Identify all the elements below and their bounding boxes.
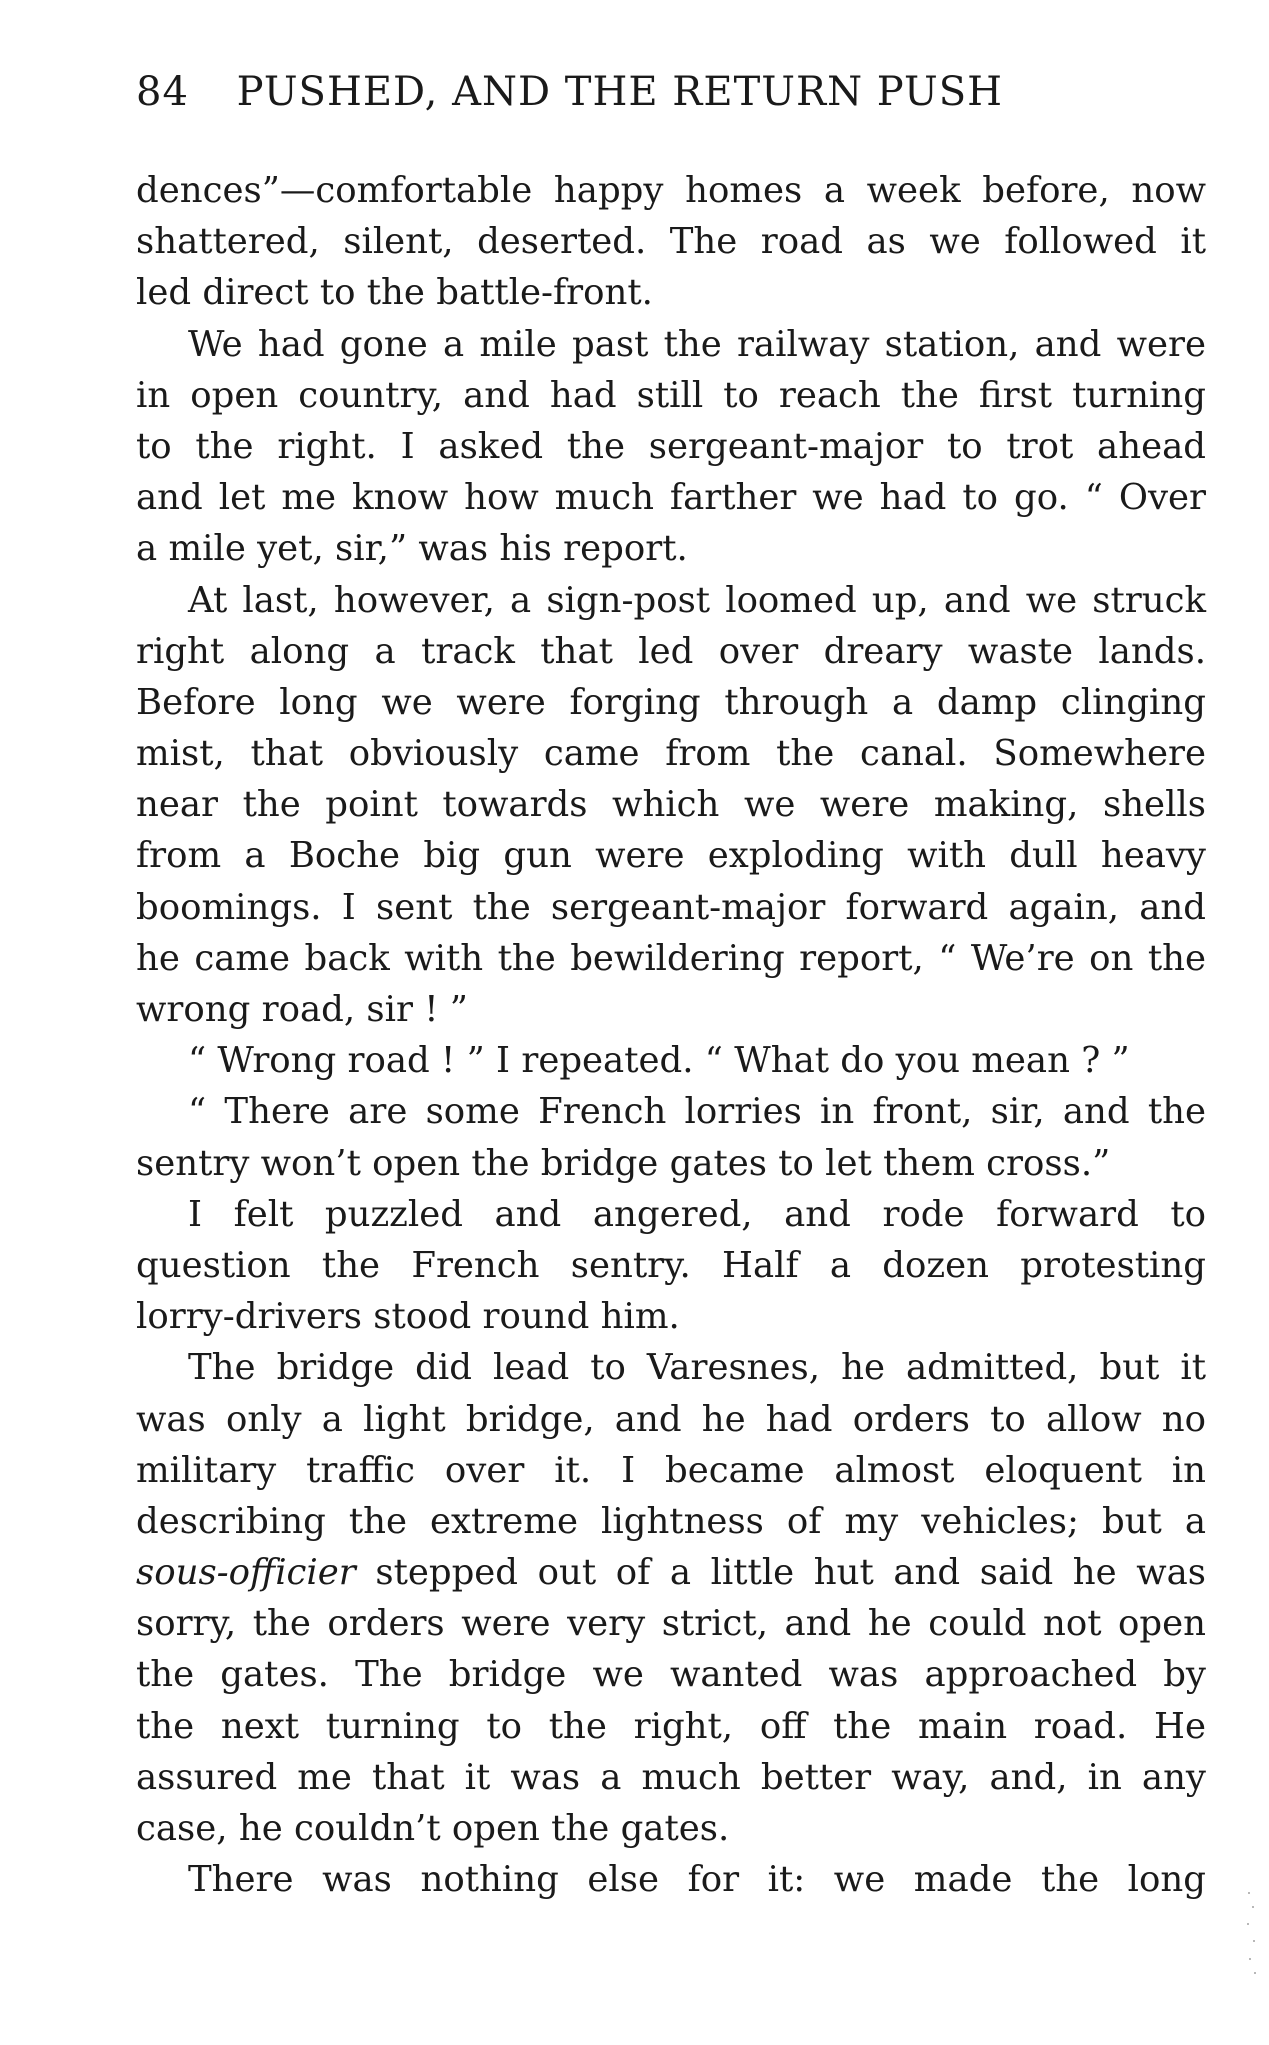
text-line: led direct to the battle-front. bbox=[136, 272, 653, 314]
page-header bbox=[136, 62, 1206, 122]
scan-specks bbox=[1245, 1888, 1257, 1978]
text-line: mist, that obviously came from the canal. Somewhere bbox=[136, 733, 1206, 775]
line-remainder: stepped out of a little hut and said he was bbox=[355, 1552, 1206, 1594]
text-line: question the French sentry. Half a dozen protesting bbox=[136, 1244, 1206, 1286]
text-line: near the point towards which we were making, shells bbox=[136, 784, 1206, 826]
speck bbox=[1252, 1906, 1254, 1908]
text-line: lorry-drivers stood round him. bbox=[136, 1296, 680, 1338]
speck bbox=[1249, 1958, 1251, 1960]
speck bbox=[1254, 1972, 1256, 1974]
text-line: and let me know how much farther we had to go. “ Over bbox=[136, 477, 1206, 519]
text-line: shattered, silent, deserted. The road as we followed it bbox=[136, 221, 1206, 263]
text-line: the next turning to the right, off the main road. He bbox=[136, 1705, 1206, 1747]
text-line: “ There are some French lorries in front, sir, and the bbox=[188, 1091, 1206, 1133]
text-line: he came back with the bewildering report, “ We’re on the bbox=[136, 937, 1206, 979]
speck bbox=[1253, 1940, 1255, 1942]
text-line: boomings. I sent the sergeant-major forward again, and bbox=[136, 886, 1206, 928]
page-number: 84 bbox=[136, 69, 189, 115]
text-line: describing the extreme lightness of my vehicles; but a bbox=[136, 1500, 1206, 1542]
text-line: The bridge did lead to Varesnes, he admitted, but it bbox=[188, 1347, 1206, 1389]
text-line: I felt puzzled and angered, and rode forward to bbox=[188, 1193, 1206, 1235]
text-line: sorry, the orders were very strict, and he could not open bbox=[136, 1603, 1206, 1645]
text-line-italic-phrase bbox=[136, 1547, 1206, 1598]
text-line: the gates. The bridge we wanted was approached by bbox=[136, 1654, 1206, 1696]
text-line: assured me that it was a much better way, and, in any bbox=[136, 1756, 1206, 1798]
text-line: a mile yet, sir,” was his report. bbox=[136, 528, 688, 570]
text-line: dences”—comfortable happy homes a week before, now bbox=[136, 170, 1206, 211]
text-line: from a Boche big gun were exploding with dull heavy bbox=[136, 835, 1206, 877]
running-title: PUSHED, AND THE RETURN PUSH bbox=[236, 69, 1003, 115]
speck bbox=[1247, 1923, 1249, 1925]
speck bbox=[1248, 1892, 1250, 1894]
text-line: At last, however, a sign-post loomed up, and we struck bbox=[188, 579, 1206, 621]
text-line: case, he couldn’t open the gates. bbox=[136, 1808, 730, 1849]
text-line: was only a light bridge, and he had orders to allow no bbox=[136, 1398, 1206, 1440]
text-line: in open country, and had still to reach the first turning bbox=[136, 374, 1206, 416]
text-line: military traffic over it. I became almost eloquent in bbox=[136, 1449, 1206, 1491]
text-line: sentry won’t open the bridge gates to let them cross.” bbox=[136, 1142, 1111, 1184]
text-line: We had gone a mile past the railway station, and were bbox=[188, 323, 1206, 365]
text-line: right along a track that led over dreary waste lands. bbox=[136, 630, 1206, 672]
text-line: wrong road, sir ! ” bbox=[136, 989, 468, 1030]
text-line: to the right. I asked the sergeant-major to trot ahead bbox=[136, 425, 1206, 467]
text-line: “ Wrong road ! ” I repeated. “ What do you mean ? ” bbox=[188, 1040, 1130, 1082]
text-line: Before long we were forging through a damp clinging bbox=[136, 681, 1206, 723]
italic-term: sous-officier bbox=[136, 1552, 356, 1594]
text-line: There was nothing else for it: we made the long bbox=[188, 1859, 1206, 1901]
body-text bbox=[136, 165, 1206, 1905]
